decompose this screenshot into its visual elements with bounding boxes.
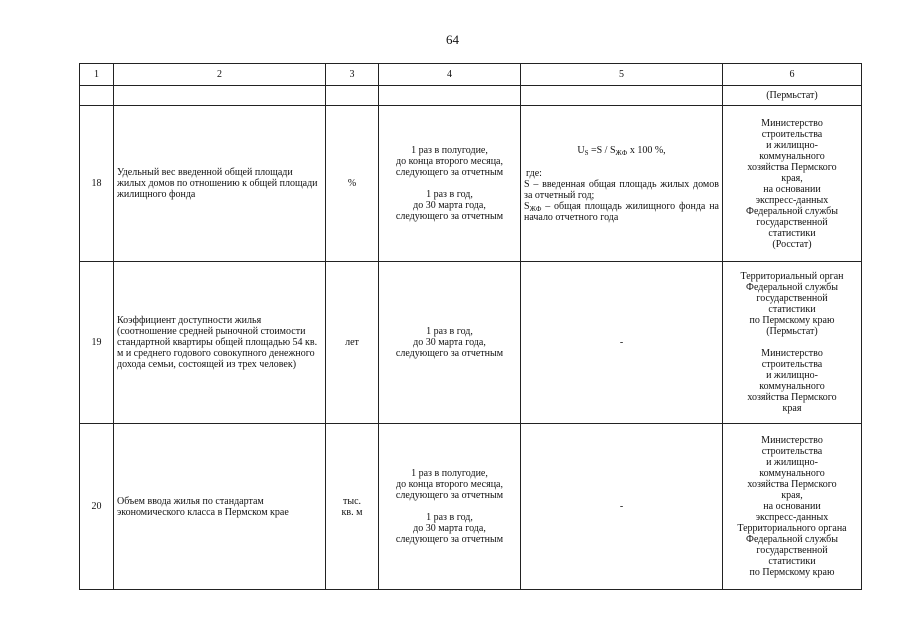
empty-cell <box>80 86 114 106</box>
formula-cell <box>521 106 723 262</box>
periodicity-halfyear: 1 раз в полугодие, до конца второго месяца, следующего за отчетным <box>395 468 504 501</box>
data-source-ministry: Министерство строительства и жилищно- коммунального хозяйства Пермского края <box>747 348 837 414</box>
data-source: Министерство строительства и жилищно- коммунального хозяйства Пермского края, на основании экспресс-данных Территориального органа Федеральной службы государственной статистики по Пермскому краю <box>723 424 862 590</box>
unit: лет <box>326 262 379 424</box>
table-row <box>80 106 862 262</box>
formula-def-s: S – введенная общая площадь жилых домов за отчетный год; <box>524 178 719 201</box>
header-col-1: 1 <box>80 64 114 86</box>
unit: % <box>326 106 379 262</box>
periodicity <box>379 424 521 590</box>
unit: тыс. кв. м <box>326 424 379 590</box>
table-row <box>80 262 862 424</box>
periodicity-year: 1 раз в год, до 30 марта года, следующего за отчетным <box>395 512 504 545</box>
empty-cell <box>379 86 521 106</box>
row-number: 20 <box>80 424 114 590</box>
continuation-row <box>80 86 862 106</box>
data-source <box>723 262 862 424</box>
indicators-table <box>79 63 862 590</box>
indicator-name: Коэффициент доступности жилья (соотношение средней рыночной стоимости стандартной квартиры общей площадью 54 кв. м и среднего годового совокупного денежного дохода семьи, состоящей из трех человек) <box>114 262 326 424</box>
empty-cell <box>114 86 326 106</box>
periodicity: 1 раз в год, до 30 марта года, следующего за отчетным <box>379 262 521 424</box>
table-row <box>80 424 862 590</box>
header-row <box>80 64 862 86</box>
page-number: 64 <box>446 32 459 47</box>
formula-def-szhf: $S_{ЖФ}$ – общая площадь жилищного фонда на начало отчетного года <box>524 200 719 223</box>
indicator-name: Объем ввода жилья по стандартам экономического класса в Пермском крае <box>114 424 326 590</box>
formula-cell: - <box>521 424 723 590</box>
periodicity-year: 1 раз в год, до 30 марта года, следующего за отчетным <box>395 189 504 222</box>
continuation-source: (Пермьстат) <box>723 86 862 106</box>
formula-cell: - <box>521 262 723 424</box>
header-col-3: 3 <box>326 64 379 86</box>
data-source: Министерство строительства и жилищно- коммунального хозяйства Пермского края, на основании экспресс-данных Федеральной службы государственной статистики (Росстат) <box>723 106 862 262</box>
indicator-name: Удельный вес введенной общей площади жилых домов по отношению к общей площади жилищного фонда <box>114 106 326 262</box>
row-number: 18 <box>80 106 114 262</box>
formula-where: где: <box>526 167 542 179</box>
header-col-2: 2 <box>114 64 326 86</box>
periodicity <box>379 106 521 262</box>
data-source-rosstat: Территориальный орган Федеральной службы государственной статистики по Пермскому краю (Пермьстат) <box>740 271 844 337</box>
header-col-5: 5 <box>521 64 723 86</box>
empty-cell <box>326 86 379 106</box>
empty-cell <box>521 86 723 106</box>
row-number: 19 <box>80 262 114 424</box>
header-col-4: 4 <box>379 64 521 86</box>
periodicity-halfyear: 1 раз в полугодие, до конца второго месяца, следующего за отчетным <box>395 145 504 178</box>
formula: $U_S =S / S_{ЖФ}$ x 100 %, <box>577 144 666 157</box>
header-col-6: 6 <box>723 64 862 86</box>
